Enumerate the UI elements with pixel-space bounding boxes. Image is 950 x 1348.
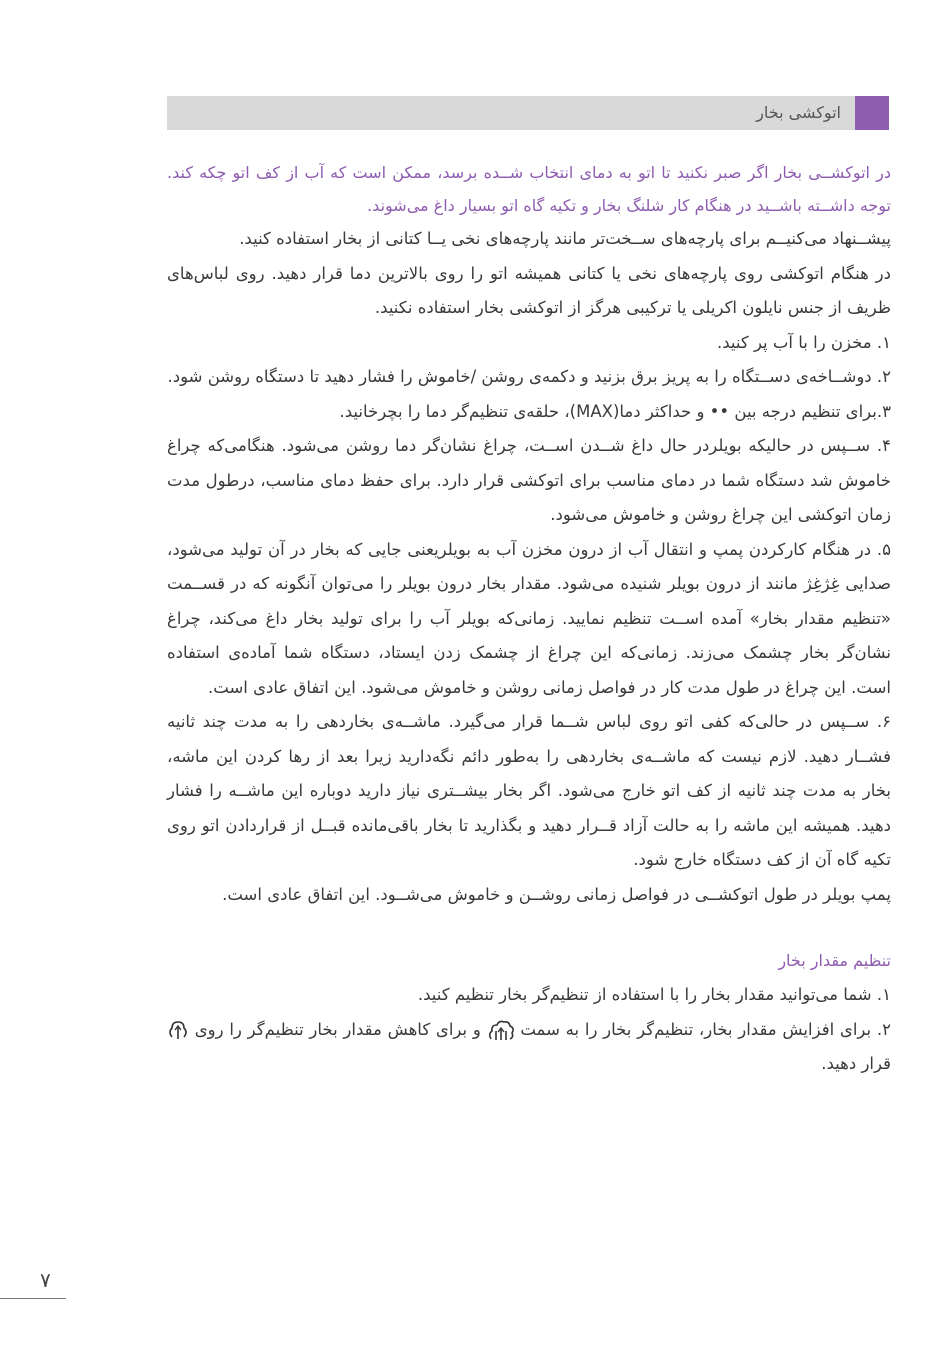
paragraph: پمپ بویلر در طول اتوکشــی در فواصل زمانی روشــن و خاموش می‌شــود. این اتفاق عادی است.	[222, 884, 891, 904]
list-item-steam-1: ۱. شما می‌توانید مقدار بخار را با استفاده از تنظیم‌گر بخار تنظیم کنید.	[417, 985, 891, 1004]
section-header	[167, 96, 889, 130]
section-title: تنظیم مقدار بخار	[778, 951, 891, 970]
list-item-step-4: ۴. ســپس در حالیکه بویلردر حال داغ شــدن اســت، چراغ نشان‌گر دما روشن می‌شود. هنگامی‌که چراغ خاموش شد دستگاه شما در دمای مناسب برای اتوکشی قرار دارد. برای حفظ دمای مناسب، درطول مدت زمان اتوکشی این چراغ روشن و خاموش می‌شود.	[167, 436, 891, 524]
steam-text-2: و برای کاهش مقدار بخار تنظیم‌گر را روی	[194, 1019, 481, 1039]
header-accent-square	[855, 96, 889, 130]
steam-text-1: ۲. برای افزایش مقدار بخار، تنظیم‌گر بخار را به سمت	[520, 1019, 891, 1039]
list-item-step-1: ۱. مخزن را با آب پر کنید.	[716, 332, 891, 352]
header-title: اتوکشی بخار	[756, 103, 841, 122]
steam-max-icon	[487, 1019, 515, 1041]
list-item-steam-2	[167, 1013, 891, 1082]
warning-text: در اتوکشــی بخار اگر صبر نکنید تا اتو به دمای انتخاب شــده برسد، ممکن است که آب از کف اتو چکه کند. توجه داشــته باشــید در هنگام کار شلنگ بخار و تکیه گاه اتو بسیار داغ می‌شوند.	[167, 163, 891, 215]
steam-text-3: قرار دهید.	[821, 1054, 891, 1073]
list-item-step-2: ۲. دوشــاخه‌ی دســتگاه را به پریز برق بزنید و دکمه‌ی روشن /خاموش را فشار دهید تا دستگاه روشن شود.	[167, 367, 891, 386]
list-item-step-5: ۵. در هنگام کارکردن پمپ و انتقال آب از درون مخزن آب به بویلریعنی جایی که بخار در آن تولید می‌شود، صدایی غِژغِژ مانند از درون بویلر شنیده می‌شود. مقدار بخار درون بویلر را می‌توان آنگونه که در قســمت «تنظیم مقدار بخار» آمده اســت تنظیم نمایید. زمانی‌که بویلر آب را برای تولید بخار داغ می‌کند، چراغ نشان‌گر بخار چشمک می‌زند. زمانی‌که این چراغ از چشمک زدن ایستاد، دستگاه شما آماده‌ی استفاده است. این چراغ در طول مدت کار در فواصل زمانی روشن و خاموش می‌شود. این اتفاق عادی است.	[167, 539, 891, 697]
list-item-step-3: ۳.برای تنظیم درجه بین •• و حداکثر دما(MAX)، حلقه‌ی تنظیم‌گر دما را بچرخانید.	[339, 401, 891, 421]
paragraph: در هنگام اتوکشی روی پارچه‌های نخی یا کتانی همیشه اتو را روی بالاترین دما قرار دهید. روی لباس‌های ظریف از جنس نایلون اکریلی یا ترکیبی هرگز از اتوکشی بخار استفاده نکنید.	[167, 263, 891, 317]
page-number-rule	[0, 1298, 66, 1299]
paragraph: پیشــنهاد می‌کنیــم برای پارچه‌های ســخت‌تر مانند پارچه‌های نخی یــا کتانی از بخار استفاده کنید.	[239, 229, 891, 248]
page-number: ۷	[40, 1268, 51, 1292]
steam-min-icon	[167, 1019, 189, 1041]
list-item-step-6: ۶. ســپس در حالی‌که کفی اتو روی لباس شــما قرار می‌گیرد. ماشــه‌ی بخاردهی را به مدت چند ثانیه فشــار دهید. لازم نیست که ماشــه‌ی بخاردهی را به‌طور دائم نگه‌دارید زیرا بعد از رها کردن این ماشه، بخار به مدت چند ثانیه از کف اتو خارج می‌شود. اگر بخار بیشــتری نیاز دارید دوباره این ماشــه را فشار دهید. همیشه این ماشه را به حالت آزاد قــرار دهید و بگذارید تا بخار باقی‌مانده قبــل از قراردادن اتو روی تکیه گاه آن از کف دستگاه خارج شود.	[167, 712, 891, 869]
page-content	[167, 156, 891, 1082]
